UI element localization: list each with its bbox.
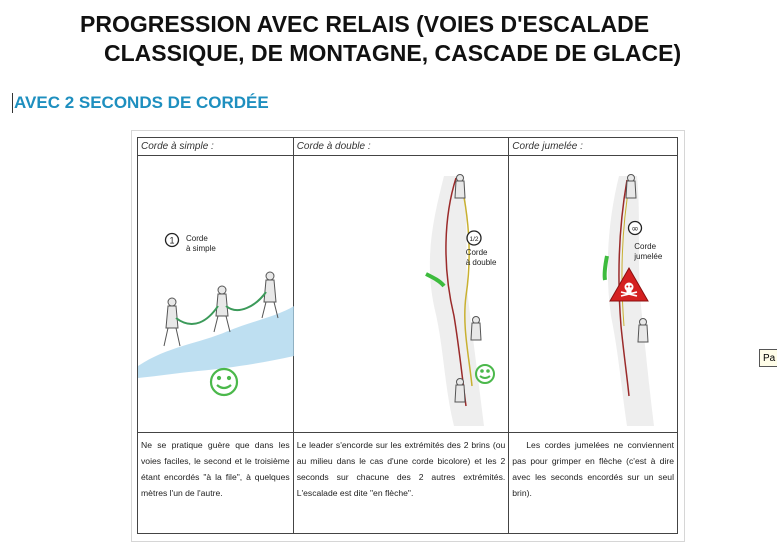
text-cursor	[12, 93, 13, 113]
header-twin-rope: Corde jumelée :	[509, 138, 678, 156]
twin-rope-badge: ∞	[631, 224, 640, 235]
description-single-rope: Ne se pratique guère que dans les voies faciles, le second et le troisième étant encordés "à la file", à quelques mètres l'un de l'autre.	[138, 433, 294, 534]
page-title-line-2: CLASSIQUE, DE MONTAGNE, CASCADE DE GLACE)	[104, 40, 682, 66]
header-double-rope: Corde à double :	[293, 138, 509, 156]
single-rope-label-1: Corde	[186, 234, 208, 243]
double-rope-badge: 1/2	[469, 236, 479, 243]
illustration-twin-rope	[509, 156, 678, 433]
twin-rope-label-1: Corde	[634, 242, 657, 251]
double-rope-label-2: à double	[465, 258, 497, 267]
double-rope-drawing	[294, 156, 510, 432]
description-twin-rope: Les cordes jumelées ne conviennent pas pour grimper en flèche (c'est à dire avec les seconds encordés sur un seul brin).	[509, 433, 678, 534]
leader-climber-icon	[455, 175, 465, 199]
twin-rope-label-2: jumelée	[634, 252, 663, 261]
double-rope-label-1: Corde	[465, 248, 488, 257]
rope-techniques-figure	[131, 130, 685, 542]
smiley-ok-icon	[476, 365, 494, 383]
page-title-line-1: PROGRESSION AVEC RELAIS (VOIES D'ESCALADE	[80, 11, 650, 37]
twin-rope-drawing	[509, 156, 678, 432]
side-note-tooltip: Pa	[759, 349, 777, 367]
illustration-single-rope	[138, 156, 294, 433]
second-climber-a-icon	[471, 317, 481, 341]
single-rope-badge: 1	[169, 235, 175, 246]
description-double-rope: Le leader s'encorde sur les extrémités des 2 brins (ou au milieu dans le cas d'une corde bicolore) et les 2 seconds sur chacune des 2 autres extrémités. L'escalade est dite "en flèche".	[293, 433, 509, 534]
section-heading: AVEC 2 SECONDS DE CORDÉE	[14, 93, 269, 112]
single-rope-drawing	[138, 156, 294, 432]
second-climber-icon	[638, 319, 648, 343]
single-rope-label-2: à simple	[186, 244, 216, 253]
leader-climber-icon	[626, 175, 636, 199]
header-single-rope: Corde à simple :	[138, 138, 294, 156]
rope-techniques-table	[137, 137, 678, 534]
second-climber-b-icon	[455, 379, 465, 403]
illustration-double-rope	[293, 156, 509, 433]
smiley-ok-icon	[211, 369, 237, 395]
page-title	[80, 10, 770, 68]
climber-1-icon	[164, 298, 180, 346]
